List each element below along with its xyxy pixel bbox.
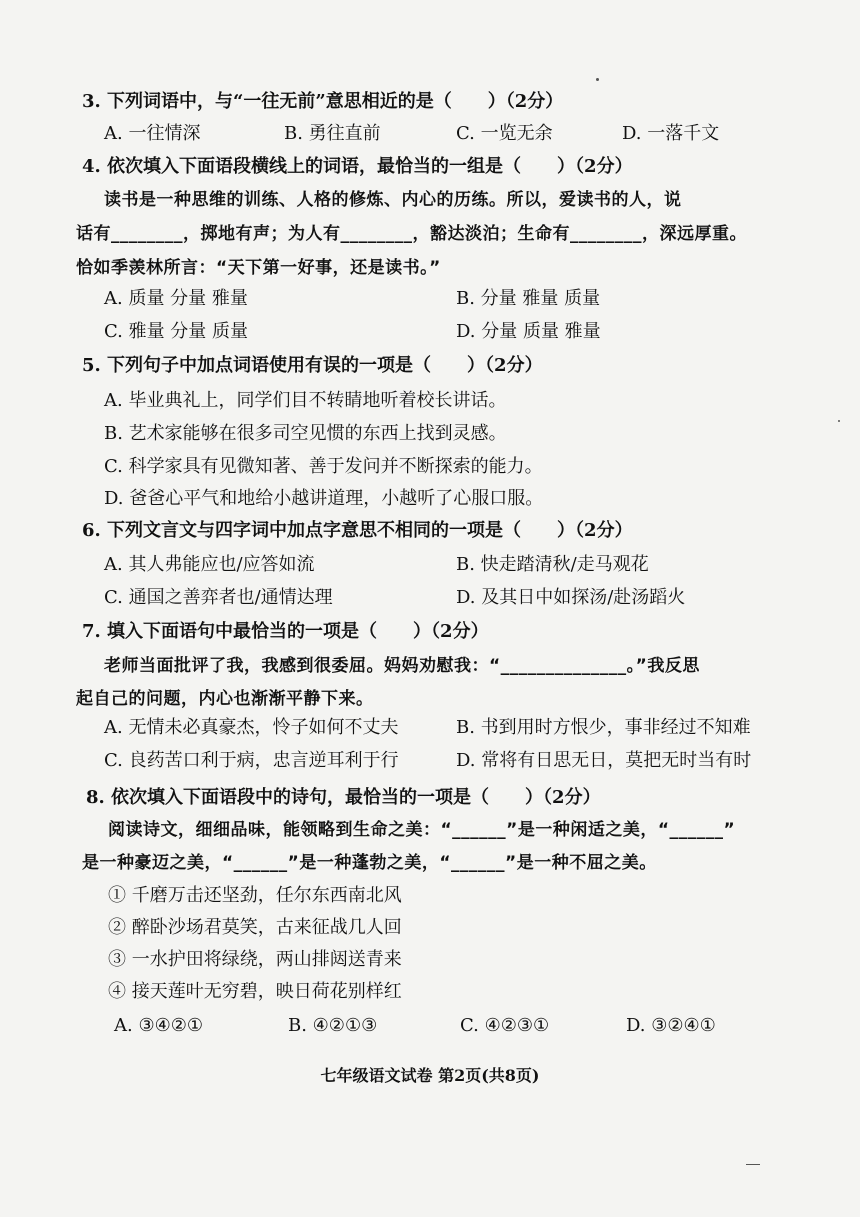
option-c: C. 一览无余	[456, 123, 553, 144]
question-4-para-line-1: 读书是一种思维的训练、人格的修炼、内心的历练。所以，爱读书的人，说	[104, 190, 682, 210]
question-5-stem: 5. 下列句子中加点词语使用有误的一项是（ ）（2分）	[82, 355, 543, 376]
page-footer: 七年级语文试卷 第2页(共8页)	[320, 1066, 540, 1085]
question-5-option-c: C. 科学家具有见微知著、善于发问并不断探索的能力。	[104, 456, 543, 477]
option-b: B. 分量 雅量 质量	[456, 288, 601, 309]
option-a: A. 一往情深	[104, 123, 201, 144]
question-7-para-line-1: 老师当面批评了我，我感到很委屈。妈妈劝慰我：“______________。”我反思	[104, 656, 700, 676]
option-a: A. 其人弗能应也/应答如流	[104, 554, 315, 575]
question-5-option-b: B. 艺术家能够在很多司空见惯的东西上找到灵感。	[104, 423, 507, 444]
option-c: C. 良药苦口利于病，忠言逆耳利于行	[104, 750, 399, 771]
scan-speck	[596, 78, 599, 81]
option-d: D. 常将有日思无日，莫把无时当有时	[456, 750, 752, 771]
option-b: B. ④②①③	[288, 1015, 378, 1036]
question-5-option-a: A. 毕业典礼上，同学们目不转睛地听着校长讲话。	[104, 390, 507, 411]
option-b: B. 勇往直前	[284, 123, 381, 144]
option-d: D. 一落千文	[622, 123, 720, 144]
scan-speck	[838, 420, 840, 422]
question-8-item-4: ④ 接天莲叶无穷碧，映日荷花别样红	[108, 981, 402, 1002]
question-8-para-line-2: 是一种豪迈之美，“______”是一种蓬勃之美，“______”是一种不屈之美。	[82, 853, 657, 873]
question-4-para-line-2: 话有________，掷地有声；为人有________，豁达淡泊；生命有________，深远厚重。	[76, 224, 747, 244]
question-3-stem: 3. 下列词语中，与“一往无前”意思相近的是（ ）（2分）	[82, 91, 564, 112]
question-5-option-d: D. 爸爸心平气和地给小越讲道理，小越听了心服口服。	[104, 488, 544, 509]
option-d: D. ③②④①	[626, 1015, 716, 1036]
question-6-stem: 6. 下列文言文与四字词中加点字意思不相同的一项是（ ）（2分）	[82, 520, 633, 541]
option-c: C. 雅量 分量 质量	[104, 321, 249, 342]
option-a: A. 无情未必真豪杰，怜子如何不丈夫	[104, 717, 399, 738]
option-d: D. 及其日中如探汤/赴汤蹈火	[456, 587, 686, 608]
option-c: C. 通国之善弈者也/通情达理	[104, 587, 333, 608]
question-7-stem: 7. 填入下面语句中最恰当的一项是（ ）（2分）	[82, 621, 489, 642]
question-4-stem: 4. 依次填入下面语段横线上的词语，最恰当的一组是（ ）（2分）	[82, 156, 633, 177]
question-7-para-line-2: 起自己的问题，内心也渐渐平静下来。	[76, 689, 374, 709]
option-a: A. ③④②①	[114, 1015, 203, 1036]
question-8-item-1: ① 千磨万击还坚劲，任尔东西南北风	[108, 885, 402, 906]
question-8-item-2: ② 醉卧沙场君莫笑，古来征战几人回	[108, 917, 402, 938]
option-c: C. ④②③①	[460, 1015, 550, 1036]
question-8-stem: 8. 依次填入下面语段中的诗句，最恰当的一项是（ ）（2分）	[86, 787, 601, 808]
scan-speck	[746, 1164, 760, 1165]
question-8-item-3: ③ 一水护田将绿绕，两山排闼送青来	[108, 949, 402, 970]
option-b: B. 书到用时方恨少，事非经过不知难	[456, 717, 751, 738]
option-d: D. 分量 质量 雅量	[456, 321, 601, 342]
option-a: A. 质量 分量 雅量	[104, 288, 248, 309]
option-b: B. 快走踏清秋/走马观花	[456, 554, 649, 575]
question-8-para-line-1: 阅读诗文，细细品味，能领略到生命之美：“______”是一种闲适之美，“______”	[108, 820, 736, 840]
question-4-para-line-3: 恰如季羡林所言：“天下第一好事，还是读书。”	[76, 258, 441, 278]
